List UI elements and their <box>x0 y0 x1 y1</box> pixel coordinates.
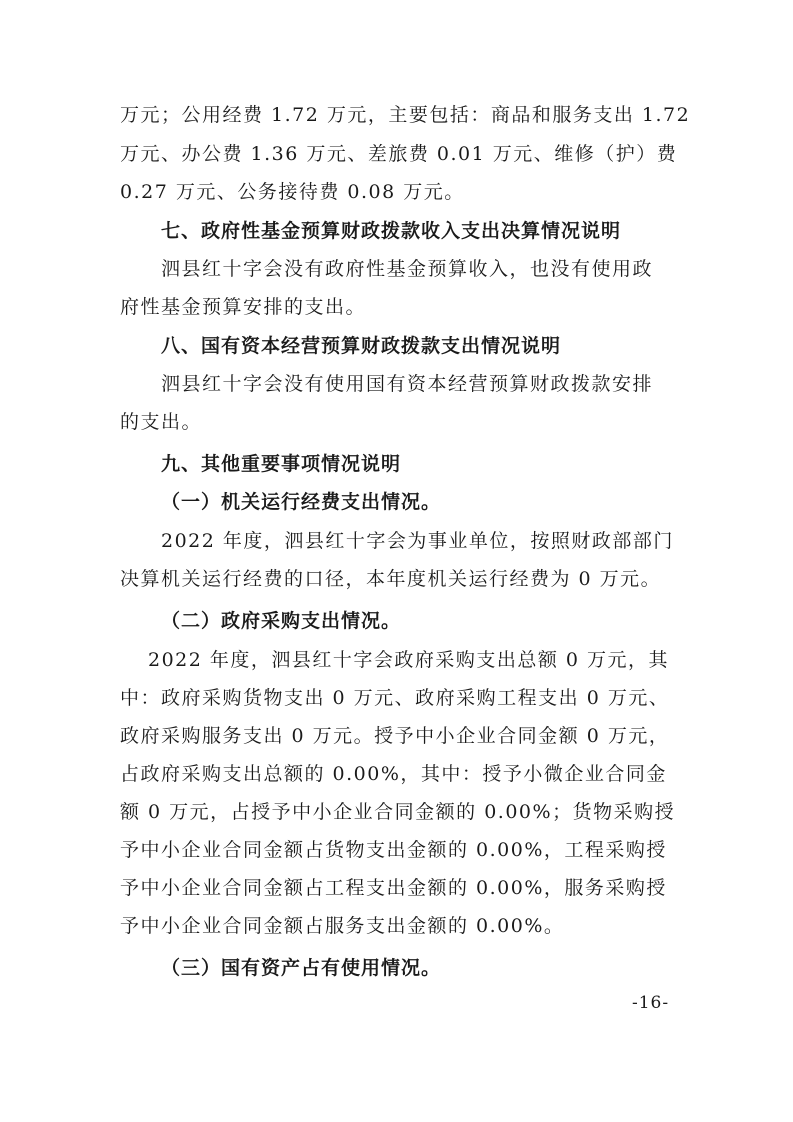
section-heading-8: 八、国有资本经营预算财政拨款支出情况说明 <box>161 335 562 357</box>
paragraph-line: 予中小企业合同金额占服务支出金额的 0.00%。 <box>120 915 565 937</box>
page-number: -16- <box>632 993 670 1013</box>
paragraph-line: 万元、办公费 1.36 万元、差旅费 0.01 万元、维修（护）费 <box>120 143 678 165</box>
paragraph-line: 予中小企业合同金额占工程支出金额的 0.00%，服务采购授 <box>120 877 667 899</box>
paragraph-line: 决算机关运行经费的口径，本年度机关运行经费为 0 万元。 <box>120 568 662 590</box>
section-heading-9: 九、其他重要事项情况说明 <box>161 453 402 475</box>
subsection-heading-1: （一）机关运行经费支出情况。 <box>161 491 442 513</box>
paragraph-line: 0.27 万元、公务接待费 0.08 万元。 <box>120 181 465 203</box>
paragraph-line: 2022 年度，泗县红十字会为事业单位，按照财政部部门 <box>161 530 674 552</box>
paragraph-line: 占政府采购支出总额的 0.00%，其中：授予小微企业合同金 <box>120 763 667 785</box>
paragraph-line: 泗县红十字会没有政府性基金预算收入，也没有使用政 <box>161 258 654 280</box>
paragraph-line: 泗县红十字会没有使用国有资本经营预算财政拨款安排 <box>161 373 654 395</box>
subsection-heading-3: （三）国有资产占有使用情况。 <box>161 957 442 979</box>
section-heading-7: 七、政府性基金预算财政拨款收入支出决算情况说明 <box>161 220 622 242</box>
paragraph-line: 2022 年度，泗县红十字会政府采购支出总额 0 万元，其 <box>148 649 670 671</box>
paragraph-line: 额 0 万元，占授予中小企业合同金额的 0.00%；货物采购授 <box>120 801 676 823</box>
paragraph-line: 的支出。 <box>120 411 203 433</box>
paragraph-line: 万元；公用经费 1.72 万元，主要包括：商品和服务支出 1.72 <box>120 104 691 126</box>
paragraph-line: 中：政府采购货物支出 0 万元、政府采购工程支出 0 万元、 <box>120 687 670 709</box>
paragraph-line: 府性基金预算安排的支出。 <box>120 296 367 318</box>
paragraph-line: 予中小企业合同金额占货物支出金额的 0.00%，工程采购授 <box>120 839 667 861</box>
paragraph-line: 政府采购服务支出 0 万元。授予中小企业合同金额 0 万元， <box>120 725 670 747</box>
subsection-heading-2: （二）政府采购支出情况。 <box>161 610 402 632</box>
